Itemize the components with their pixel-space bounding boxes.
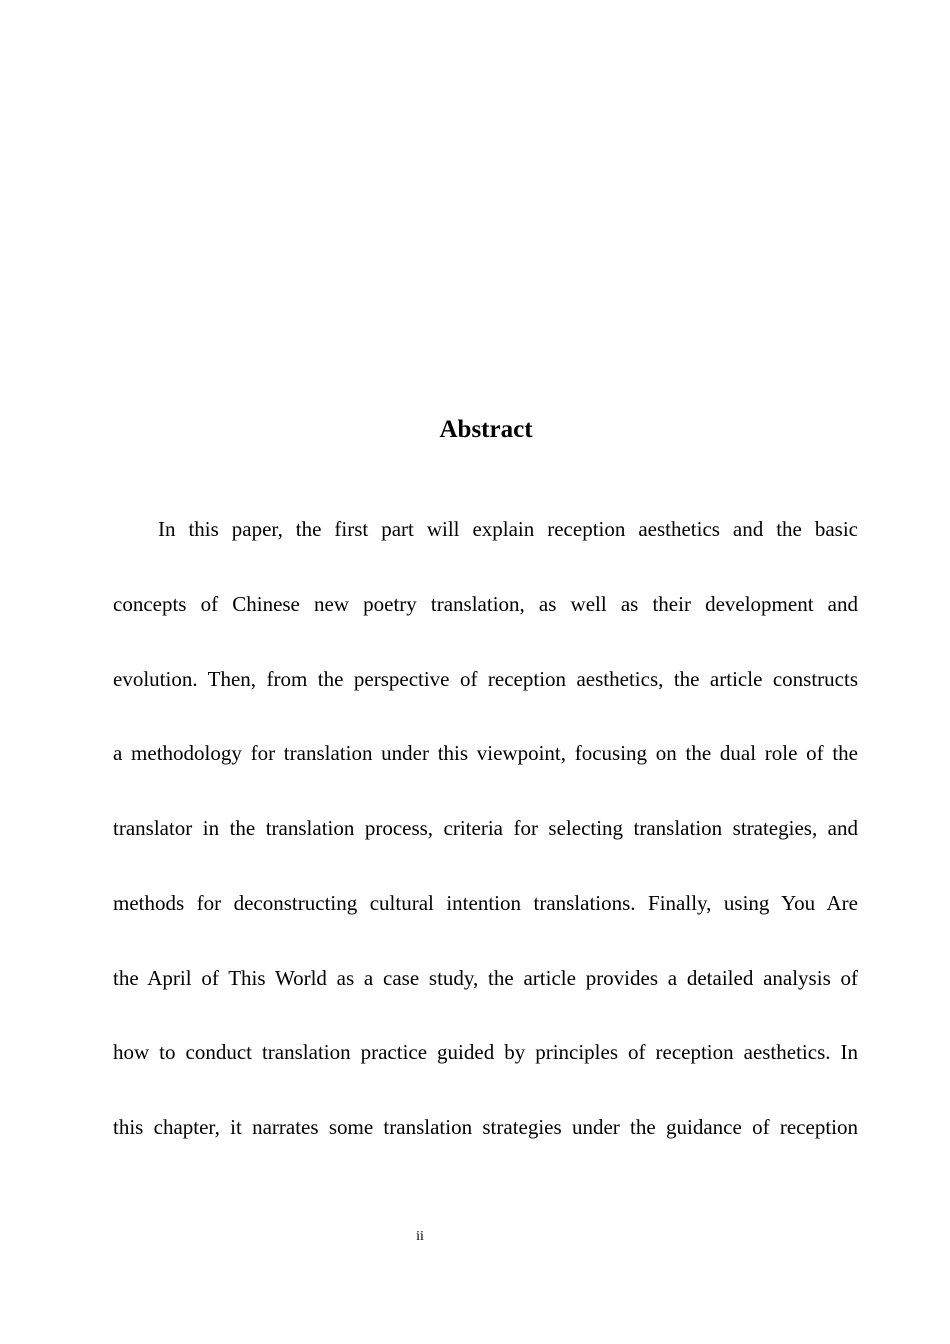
abstract-line: the April of This World as a case study, the article provides a detailed analysis of bbox=[113, 965, 858, 990]
abstract-line: this chapter, it narrates some translation strategies under the guidance of reception bbox=[113, 1115, 858, 1139]
abstract-line: evolution. Then, from the perspective of reception aesthetics, the article constructs bbox=[113, 666, 858, 691]
abstract-line: concepts of Chinese new poetry translation, as well as their development and bbox=[113, 591, 858, 616]
abstract-line: a methodology for translation under this viewpoint, focusing on the dual role of the bbox=[113, 741, 858, 766]
abstract-line: In this paper, the first part will explain reception aesthetics and the basic bbox=[158, 517, 858, 541]
abstract-line: methods for deconstructing cultural intention translations. Finally, using You Are bbox=[113, 890, 858, 915]
page-number: ii bbox=[416, 1229, 424, 1244]
abstract-title: Abstract bbox=[439, 416, 533, 443]
abstract-line: translator in the translation process, criteria for selecting translation strategies, and bbox=[113, 816, 858, 840]
abstract-line: how to conduct translation practice guided by principles of reception aesthetics. In bbox=[113, 1040, 858, 1065]
abstract-body bbox=[113, 492, 858, 1165]
